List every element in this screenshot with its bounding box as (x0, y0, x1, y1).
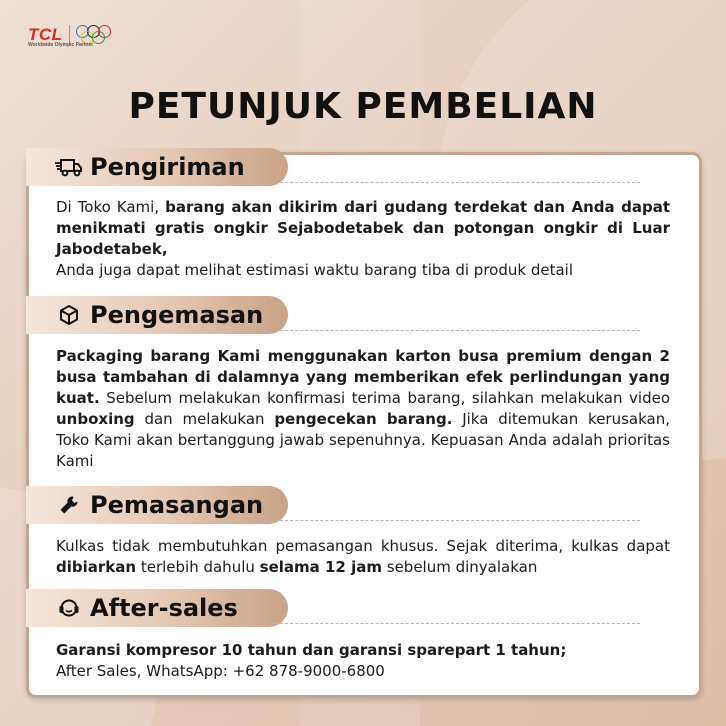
section-title: Pemasangan (90, 491, 264, 519)
section-header-pengemasan (26, 296, 288, 334)
logo-subtitle: Worldwide Olympic Partner (28, 42, 94, 48)
page-title: PETUNJUK PEMBELIAN (128, 86, 598, 127)
section-text-pengiriman (56, 197, 670, 281)
section-header-after-sales (26, 589, 288, 627)
section-text-after-sales (56, 640, 670, 682)
section-divider (260, 623, 640, 624)
text-line: After Sales, WhatsApp: +62 878-9000-6800 (56, 662, 385, 680)
text-segment: sebelum dinyalakan (381, 558, 538, 576)
text-bold-segment: Packaging barang Kami menggunakan karton busa premium dengan 2 busa tambahan di dalamnya yang memberikan efek perlindungan yang kuat. (56, 347, 670, 407)
text-bold-segment: pengecekan barang. (274, 410, 453, 428)
delivery-truck-icon (54, 154, 84, 180)
text-segment: Jika ditemukan kerusakan, Toko Kami akan bertanggung jawab sepenuhnya. Kepuasan Anda adalah prioritas Kami (56, 410, 670, 470)
package-box-icon (54, 302, 84, 328)
section-title: After-sales (90, 594, 238, 622)
section-text-pemasangan (56, 536, 670, 578)
text-bold-segment: unboxing (56, 410, 135, 428)
section-header-pemasangan (26, 486, 288, 524)
text-line: Anda juga dapat melihat estimasi waktu barang tiba di produk detail (56, 261, 573, 279)
section-divider (260, 520, 640, 521)
text-bold-line: Garansi kompresor 10 tahun dan garansi sparepart 1 tahun; (56, 641, 567, 659)
section-title: Pengiriman (90, 153, 245, 181)
text-segment: Di Toko Kami, (56, 198, 166, 216)
section-header-pengiriman (26, 148, 288, 186)
section-title: Pengemasan (90, 301, 264, 329)
text-bold-segment: barang akan dikirim dari gudang terdekat dan Anda dapat menikmati gratis ongkir Sejabodetabek dan potongan ongkir di Luar Jabodetabek, (56, 198, 670, 258)
text-segment: Kulkas tidak membutuhkan pemasangan khusus. Sejak diterima, kulkas dapat (56, 537, 670, 555)
section-divider (260, 330, 640, 331)
headset-support-icon (54, 595, 84, 621)
section-divider (260, 182, 640, 183)
wrench-icon (54, 492, 84, 518)
text-bold-segment: selama 12 jam (259, 558, 382, 576)
text-segment: Sebelum melakukan konfirmasi terima barang, silahkan melakukan video (99, 389, 670, 407)
text-segment: dan melakukan (134, 410, 275, 428)
text-segment: terlebih dahulu (136, 558, 260, 576)
text-bold-segment: dibiarkan (56, 558, 137, 576)
brand-name: TCL (28, 25, 63, 44)
section-text-pengemasan (56, 346, 670, 472)
